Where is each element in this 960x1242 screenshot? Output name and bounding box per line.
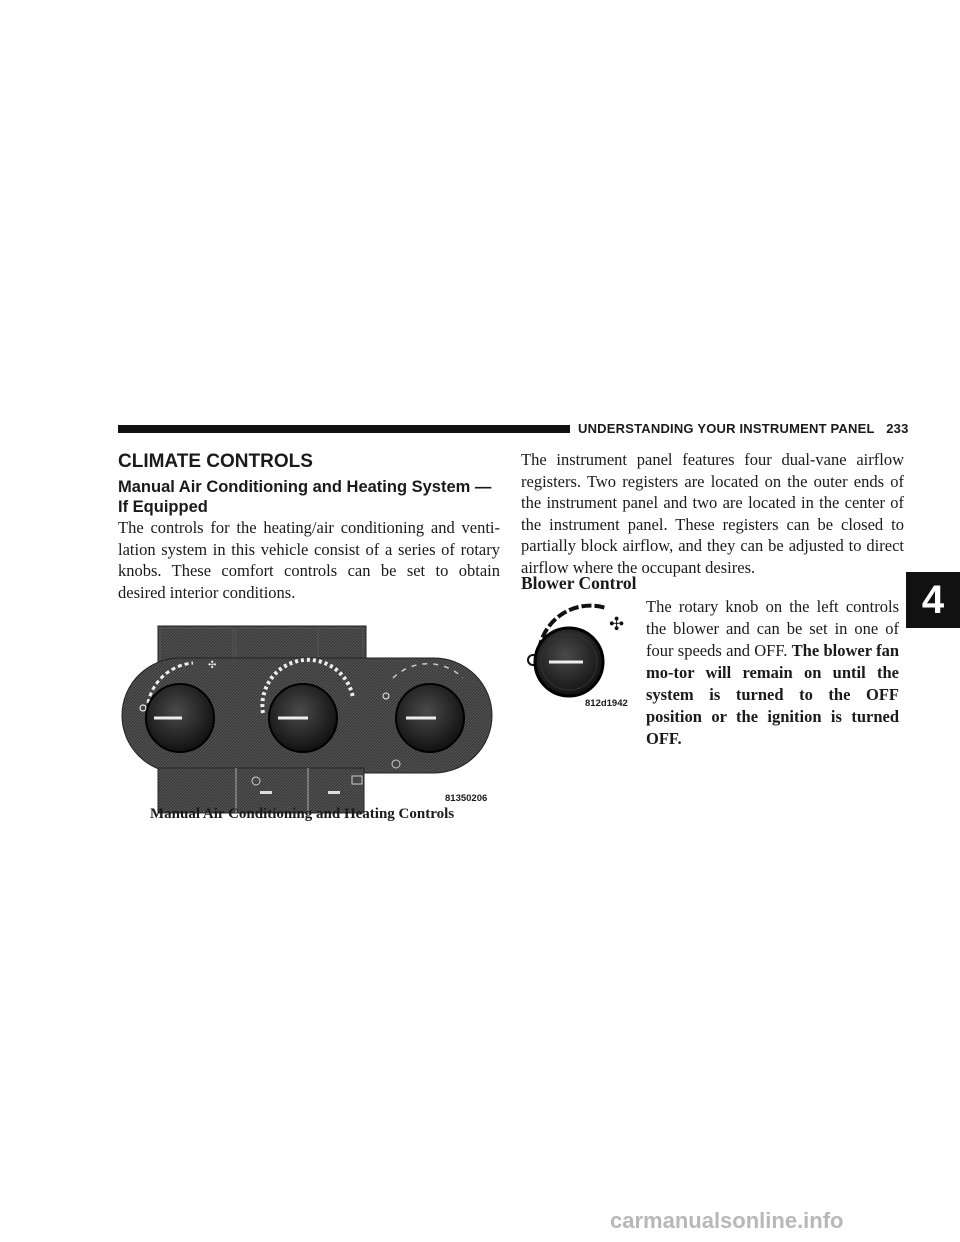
registers-paragraph: The instrument panel features four dual-vane airflow registers. Two registers are located on the outer ends of the instrument panel and two are located in the center of the instrument panel. These registers can be closed to partially block airflow, and they can be adjusted to direct airflow where the occupant desires.	[521, 450, 904, 577]
svg-text:✣: ✣	[208, 660, 217, 671]
header-rule	[118, 425, 570, 433]
blower-knob-figure	[521, 600, 639, 710]
figure-code: 81350206	[445, 793, 488, 804]
section-heading: CLIMATE CONTROLS	[118, 451, 313, 472]
climate-control-panel-figure	[118, 618, 498, 828]
chapter-tab: 4	[906, 572, 960, 628]
section-title: UNDERSTANDING YOUR INSTRUMENT PANEL	[578, 421, 875, 436]
blower-text: The rotary knob on the left controls the blower and can be set in one of four speeds and OFF.	[646, 597, 899, 660]
blower-bold-text: The blower fan mo-tor will remain on until the system is turned to the OFF position or the ignition is turned OFF.	[646, 641, 900, 748]
blower-paragraph	[646, 596, 899, 750]
page-number: 233	[886, 421, 909, 436]
watermark: carmanualsonline.info	[610, 1208, 844, 1233]
blower-control-heading: Blower Control	[521, 573, 637, 593]
svg-text:✣: ✣	[609, 614, 625, 635]
figure-code: 812d1942	[585, 698, 628, 709]
intro-paragraph: The controls for the heating/air conditioning and venti-lation system in this vehicle consist of a series of rotary knobs. These comfort controls can be set to obtain desired interior conditions.	[118, 518, 500, 602]
figure-caption: Manual Air Conditioning and Heating Controls	[150, 806, 455, 822]
running-header	[578, 421, 909, 436]
subsection-heading: Manual Air Conditioning and Heating System — If Equipped	[118, 478, 492, 516]
